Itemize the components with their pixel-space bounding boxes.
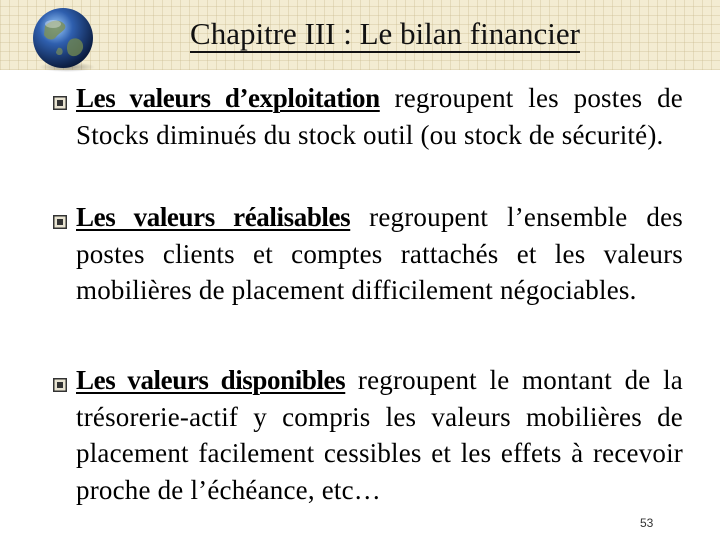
bullet-icon <box>53 378 67 392</box>
bullet-2 <box>76 199 683 309</box>
bullet-icon <box>53 215 67 229</box>
bullet-1-text: regroupent les postes de Stocks diminués du stock outil (ou stock de sécurité). <box>76 83 683 150</box>
term-valeurs-disponibles: Les valeurs disponibles <box>76 365 346 395</box>
bullet-icon <box>53 96 67 110</box>
bullet-1 <box>76 80 683 153</box>
slide-title <box>120 14 650 54</box>
bullet-3-text: regroupent le montant de la trésorerie-actif y compris les valeurs mobilières de placement facilement cessibles et les effets à recevoir proche de l’échéance, etc… <box>76 365 683 505</box>
bullet-3 <box>76 362 683 508</box>
page-number: 53 <box>640 516 654 530</box>
bullet-2-text: regroupent l’ensemble des postes clients et comptes rattachés et les valeurs mobilières de placement difficilement négociables. <box>76 202 683 305</box>
term-valeurs-realisables: Les valeurs réalisables <box>76 202 351 232</box>
slide-title-text: Chapitre III : Le bilan financier <box>190 16 580 51</box>
globe-icon <box>20 4 106 74</box>
term-valeurs-exploitation: Les valeurs d’exploitation <box>76 83 380 113</box>
